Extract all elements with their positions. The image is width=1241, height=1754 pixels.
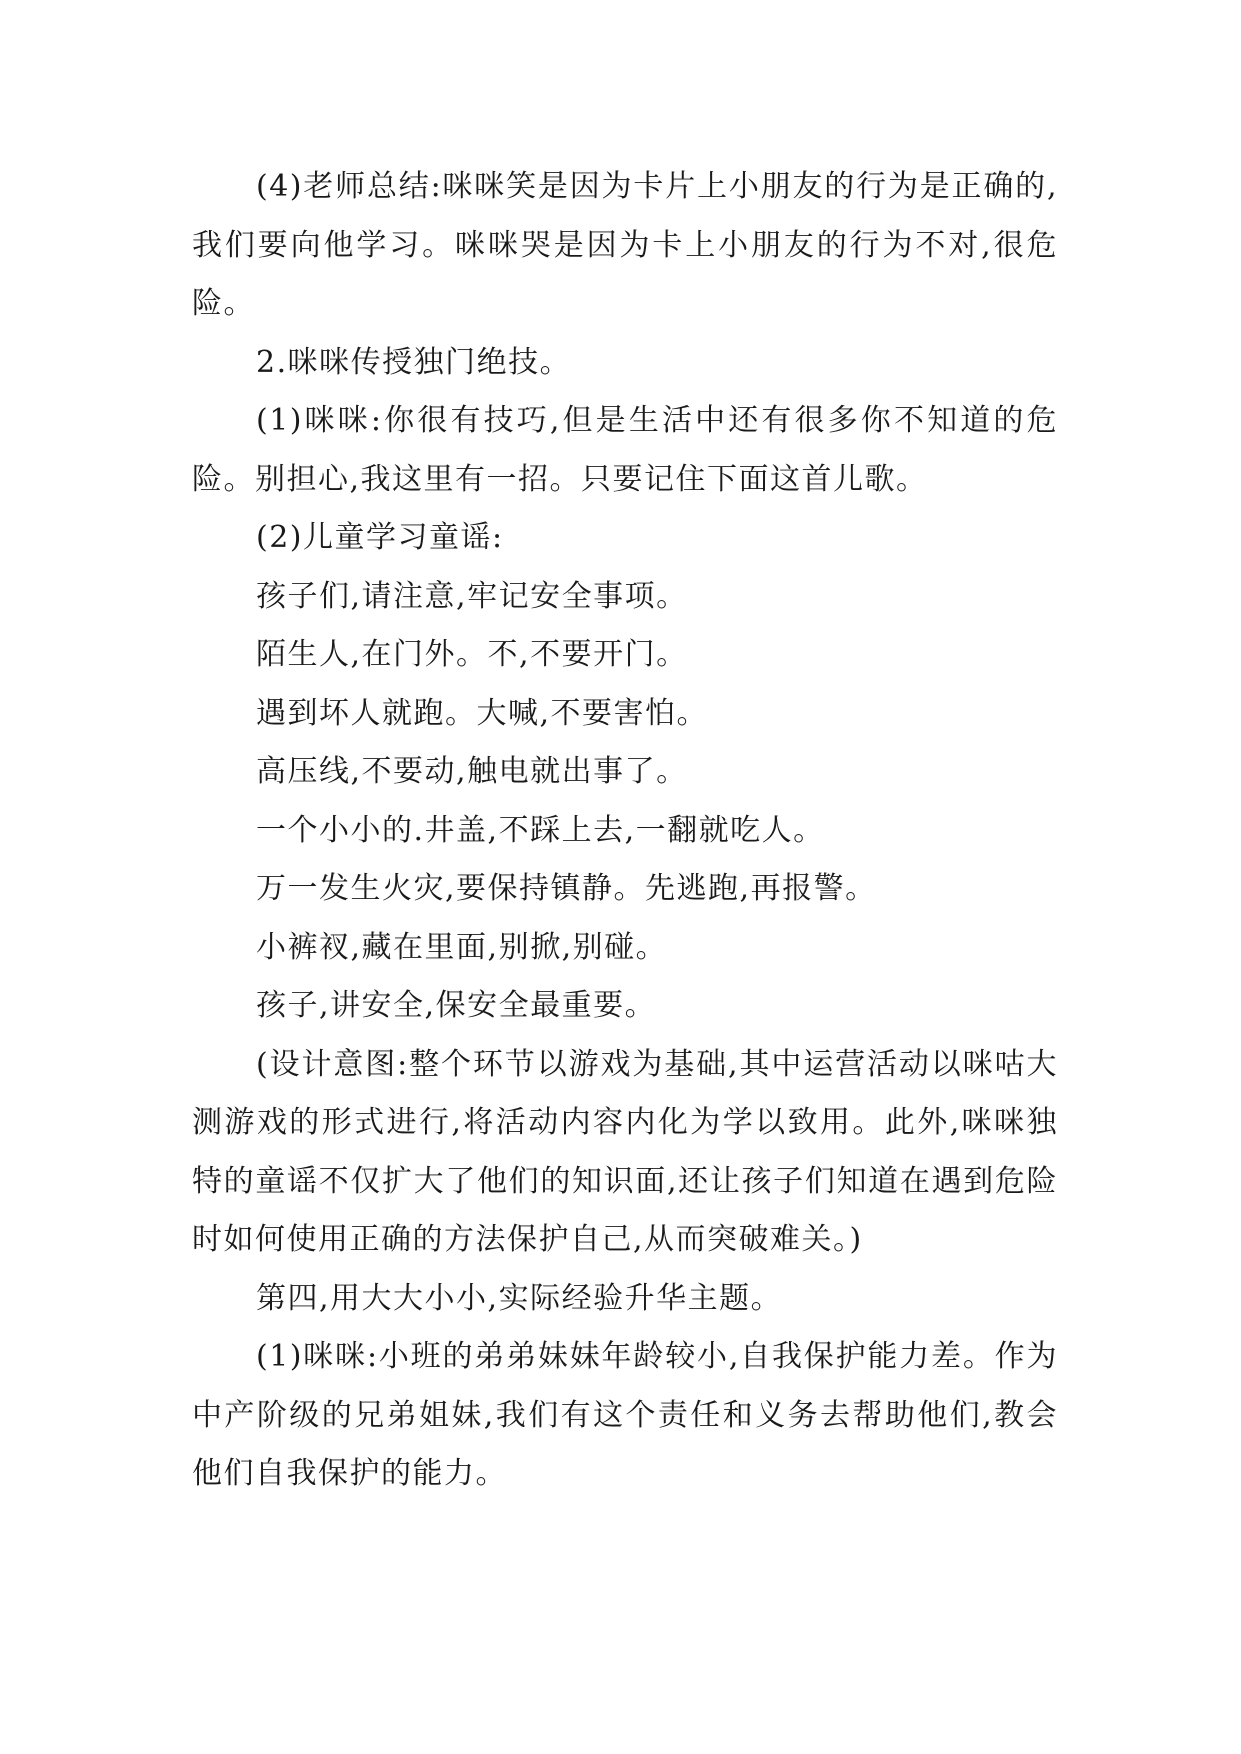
paragraph-learn-rhyme: (2)儿童学习童谣: xyxy=(256,520,504,555)
rhyme-line-1: 孩子们,请注意,牢记安全事项。 xyxy=(256,578,688,614)
rhyme-line-3: 遇到坏人就跑。大喊,不要害怕。 xyxy=(256,695,709,731)
rhyme-line-7: 小裤衩,藏在里面,别掀,别碰。 xyxy=(256,929,668,965)
paragraph-mimi-responsibility: (1)咪咪:小班的弟弟妹妹年龄较小,自我保护能力差。作为中产阶级的兄弟姐妹,我们有这个责任和义务去帮助他们,教会他们自我保护的能力。 xyxy=(192,1339,1058,1491)
rhyme-line-2: 陌生人,在门外。不,不要开门。 xyxy=(256,637,688,672)
rhyme-line-8: 孩子,讲安全,保安全最重要。 xyxy=(256,988,657,1023)
paragraph-mimi-advice: (1)咪咪:你很有技巧,但是生活中还有很多你不知道的危险。别担心,我这里有一招。只要记住下面这首儿歌。 xyxy=(192,403,1058,497)
rhyme-line-5: 一个小小的.井盖,不踩上去,一翻就吃人。 xyxy=(256,812,825,848)
paragraph-teacher-summary: (4)老师总结:咪咪笑是因为卡片上小朋友的行为是正确的,我们要向他学习。咪咪哭是因为卡上小朋友的行为不对,很危险。 xyxy=(192,169,1058,321)
rhyme-line-6: 万一发生火灾,要保持镇静。先逃跑,再报警。 xyxy=(256,871,877,906)
document-body xyxy=(192,158,1058,1504)
paragraph-section-4-heading: 第四,用大大小小,实际经验升华主题。 xyxy=(256,1280,783,1316)
paragraph-section-2-heading: 2.咪咪传授独门绝技。 xyxy=(256,344,572,380)
rhyme-line-4: 高压线,不要动,触电就出事了。 xyxy=(256,754,688,789)
paragraph-design-intent: (设计意图:整个环节以游戏为基础,其中运营活动以咪咕大测游戏的形式进行,将活动内容内化为学以致用。此外,咪咪独特的童谣不仅扩大了他们的知识面,还让孩子们知道在遇到危险时如何使用正确的方法保护自己,从而突破难关。) xyxy=(192,1046,1058,1257)
